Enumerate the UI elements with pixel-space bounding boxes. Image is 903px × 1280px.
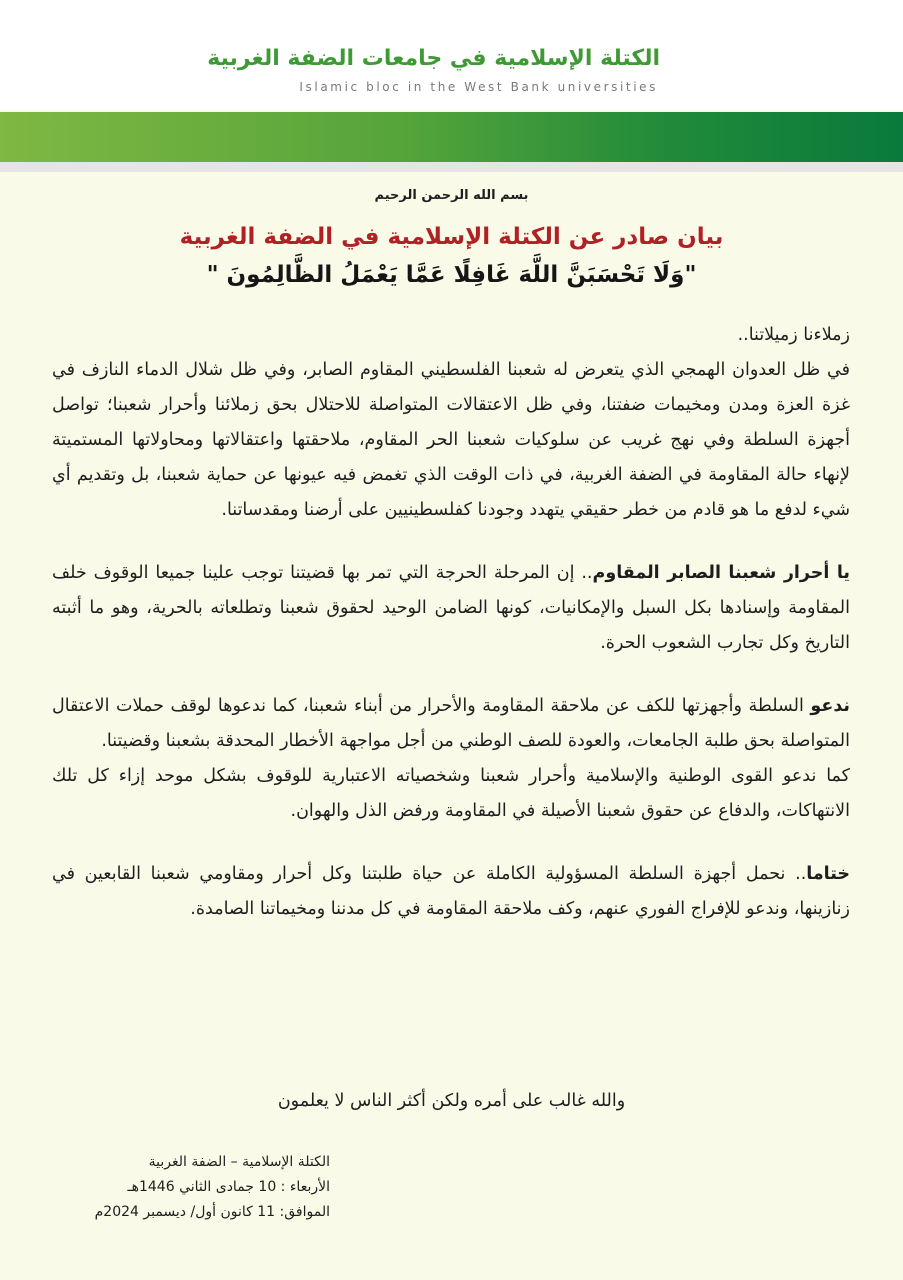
signature-org: الكتلة الإسلامية – الضفة الغربية [148,1154,330,1170]
letterhead [0,0,903,110]
paragraph-2-lead: يا أحرار شعبنا الصابر المقاوم [592,563,850,583]
org-name-english: Islamic bloc in the West Bank universities [299,80,658,94]
signature-block [40,1150,330,1225]
grey-divider [0,162,903,172]
org-name-arabic: الكتلة الإسلامية في جامعات الضفة الغربية [207,46,660,71]
paragraph-5-text: .. نحمل أجهزة السلطة المسؤولية الكاملة عن حياة طلبتنا وكل أحرار ومقاومي شعبنا القابعين في زنازينها، وندعو للإفراج الفوري عنهم، وكف ملاحقة المقاومة في كل مدننا ومخيماتنا الصامدة. [52,864,850,919]
paragraph-3-lead: ندعو [810,696,850,716]
signature-gregorian-date: الموافق: 11 كانون أول/ ديسمبر 2024م [94,1204,330,1220]
signature-hijri-date: الأربعاء : 10 جمادى الثاني 1446هـ [127,1179,330,1195]
paragraph-2-text: .. إن المرحلة الحرجة التي تمر بها قضيتنا توجب علينا جميعا الوقوف خلف المقاومة وإسنادها بكل السبل والإمكانيات، كونها الضامن الوحيد لحقوق شعبنا وتطلعاته بالحرية، وهو ما أثبته التاريخ وكل تجارب الشعوب الحرة. [52,563,850,653]
paragraph-3-text: السلطة وأجهزتها للكف عن ملاحقة المقاومة والأحرار من أبناء شعبنا، كما ندعوها لوقف حملات الاعتقال المتواصلة بحق طلبة الجامعات، والعودة للصف الوطني من أجل مواجهة الأخطار المحدقة بشعبنا وقضيتنا. [52,696,850,751]
paragraph-1: في ظل العدوان الهمجي الذي يتعرض له شعبنا الفلسطيني المقاوم الصابر، وفي ظل شلال الدماء النازف في غزة العزة ومدن ومخيمات ضفتنا، وفي ظل الاعتقالات المتواصلة للاحتلال بحق زملائنا وأحرار شعبنا؛ تواصل أجهزة السلطة وفي نهج غريب عن سلوكيات شعبنا الحر المقاوم، ملاحقتها واعتقالاتها ومحاولاتها المستميتة لإنهاء حالة المقاومة في الضفة الغربية، في ذات الوقت الذي تغمض فيه عيونها عن حماية شعبنا، بل وتقديم أي شيء لدفع ما هو قادم من خطر حقيقي يتهدد وجودنا كفلسطينيين على أرضنا ومقدساتنا. [52,360,850,520]
green-banner [0,112,903,162]
paragraph-5-lead: ختاما [806,864,850,884]
paragraph-2 [52,556,850,661]
greeting: زملاءنا زميلاتنا.. [737,325,850,345]
paragraph-4: كما ندعو القوى الوطنية والإسلامية وأحرار شعبنا وشخصياته الاعتبارية للوقوف بشكل موحد إزاء كل تلك الانتهاكات، والدفاع عن حقوق شعبنا الأصيلة في المقاومة ورفض الذل والهوان. [52,766,850,821]
bismillah: بسم الله الرحمن الرحيم [374,188,529,203]
closing-line: والله غالب على أمره ولكن أكثر الناس لا يعلمون [277,1091,626,1111]
paragraph-5 [52,857,850,927]
quran-verse: "وَلَا تَحْسَبَنَّ اللَّهَ غَافِلًا عَمَّا يَعْمَلُ الظَّالِمُونَ " [206,262,697,288]
paragraph-3 [52,689,850,759]
statement-body [52,318,850,927]
statement-title: بيان صادر عن الكتلة الإسلامية في الضفة الغربية [179,224,724,250]
